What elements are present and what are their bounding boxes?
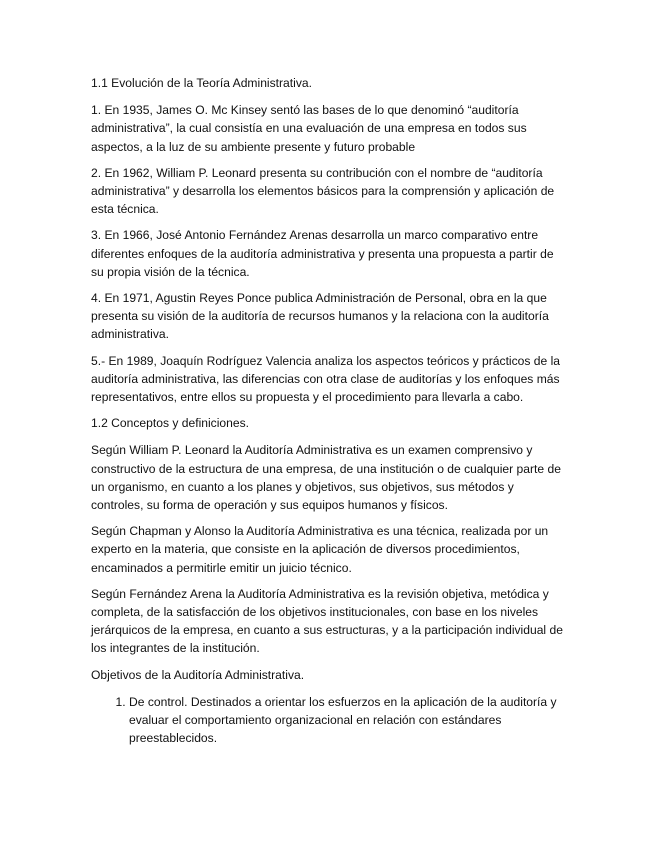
evolution-item-5: 5.- En 1989, Joaquín Rodríguez Valencia analiza los aspectos teóricos y prácticos de la auditoría administrativa, las diferencias con otra clase de auditorías y los enfoques más representativos, entre ellos su propuesta y el procedimiento para llevarla a cabo. <box>91 353 561 405</box>
objectives-list <box>91 693 563 748</box>
evolution-item-2: 2. En 1962, William P. Leonard presenta su contribución con el nombre de “auditoría administrativa” y desarrolla los elementos básicos para la comprensión y aplicación de esta técnica. <box>91 165 555 217</box>
objectives-title: Objetivos de la Auditoría Administrativa. <box>91 667 305 682</box>
definition-fernandez-arena: Según Fernández Arena la Auditoría Administrativa es la revisión objetiva, metódica y completa, de la satisfacción de los objetivos institucionales, con base en los niveles jerárquicos de la empresa, en cuanto a sus estructuras, y a la participación individual de los integrantes de la institución. <box>91 586 563 656</box>
definition-chapman-alonso: Según Chapman y Alonso la Auditoría Administrativa es una técnica, realizada por un experto en la materia, que consiste en la aplicación de diversos procedimientos, encaminados a permitirle emitir un juicio técnico. <box>91 524 549 575</box>
definition-leonard: Según William P. Leonard la Auditoría Administrativa es un examen comprensivo y constructivo de la estructura de una empresa, de una institución o de cualquier parte de un organismo, en cuanto a los planes y objetivos, sus objetivos, sus métodos y controles, su forma de operación y sus equipos humanos y físicos. <box>91 443 561 513</box>
document-body <box>91 74 563 748</box>
evolution-item-4: 4. En 1971, Agustin Reyes Ponce publica Administración de Personal, obra en la que presenta su visión de la auditoría de recursos humanos y la relaciona con la auditoría administrativa. <box>91 291 549 342</box>
section-1-1-title: 1.1 Evolución de la Teoría Administrativa. <box>91 76 312 90</box>
evolution-item-3: 3. En 1966, José Antonio Fernández Arenas desarrolla un marco comparativo entre diferentes enfoques de la auditoría administrativa y presenta una propuesta a partir de su propia visión de la técnica. <box>91 228 554 279</box>
objective-item: 1. De control. Destinados a orientar los esfuerzos en la aplicación de la auditoría y evaluar el comportamiento organizacional en relación con estándares preestablecidos. <box>129 693 563 748</box>
evolution-item-1: 1. En 1935, James O. Mc Kinsey sentó las bases de lo que denominó “auditoría administrativa”, la cual consistía en una evaluación de una empresa en todos sus aspectos, a la luz de su ambiente presente y futuro probable <box>91 103 527 154</box>
section-1-2-title: 1.2 Conceptos y definiciones. <box>91 416 249 431</box>
